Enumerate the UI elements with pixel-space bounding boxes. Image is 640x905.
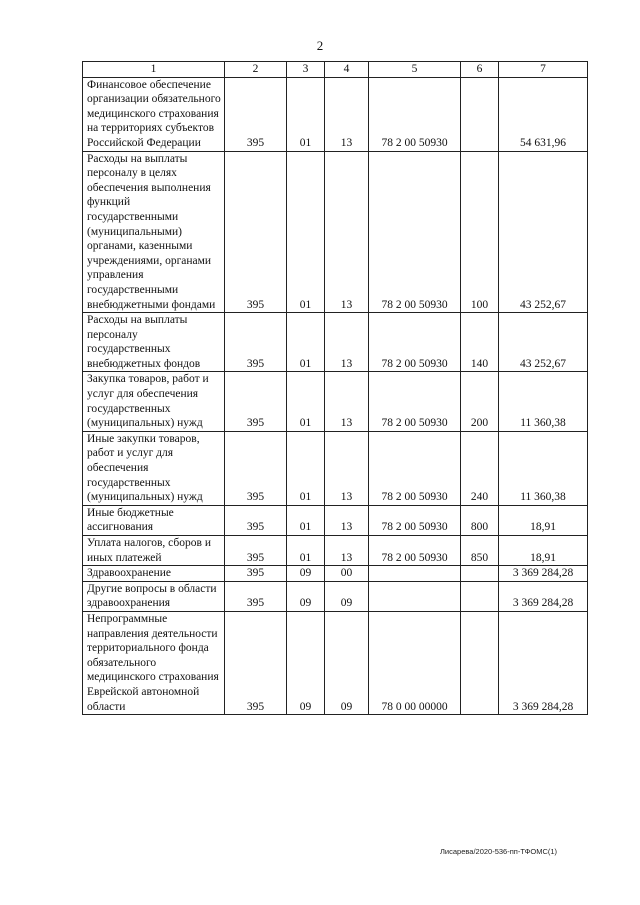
table-row <box>83 505 588 535</box>
cell-ministry: 395 <box>225 151 287 313</box>
cell-section: 01 <box>287 151 325 313</box>
table-row <box>83 566 588 582</box>
cell-target: 78 2 00 50930 <box>369 431 461 505</box>
header-cell: 1 <box>83 62 225 78</box>
cell-target <box>369 566 461 582</box>
cell-amount: 18,91 <box>499 536 588 566</box>
cell-ministry: 395 <box>225 505 287 535</box>
cell-subsection: 00 <box>325 566 369 582</box>
cell-section: 01 <box>287 77 325 151</box>
cell-target: 78 2 00 50930 <box>369 151 461 313</box>
cell-subsection: 13 <box>325 313 369 372</box>
cell-target: 78 2 00 50930 <box>369 536 461 566</box>
row-name: Расходы на выплаты персоналу в целях обеспечения выполнения функций государственными (муниципальными) органами, казенными учреждениями, органами управления государственными внебюджетными фондами <box>83 151 225 313</box>
row-name: Уплата налогов, сборов и иных платежей <box>83 536 225 566</box>
cell-section: 01 <box>287 431 325 505</box>
cell-subsection: 13 <box>325 77 369 151</box>
cell-expense-type <box>461 611 499 714</box>
cell-ministry: 395 <box>225 372 287 431</box>
budget-table <box>82 61 588 715</box>
cell-target: 78 2 00 50930 <box>369 505 461 535</box>
cell-amount: 43 252,67 <box>499 151 588 313</box>
cell-amount: 11 360,38 <box>499 431 588 505</box>
cell-target: 78 0 00 00000 <box>369 611 461 714</box>
cell-ministry: 395 <box>225 536 287 566</box>
row-name: Расходы на выплаты персоналу государственных внебюджетных фондов <box>83 313 225 372</box>
cell-subsection: 09 <box>325 581 369 611</box>
cell-amount: 11 360,38 <box>499 372 588 431</box>
cell-amount: 3 369 284,28 <box>499 611 588 714</box>
header-cell: 7 <box>499 62 588 78</box>
table-row <box>83 431 588 505</box>
cell-expense-type: 140 <box>461 313 499 372</box>
cell-section: 01 <box>287 313 325 372</box>
cell-subsection: 13 <box>325 431 369 505</box>
row-name: Иные бюджетные ассигнования <box>83 505 225 535</box>
header-cell: 5 <box>369 62 461 78</box>
cell-target: 78 2 00 50930 <box>369 77 461 151</box>
cell-amount: 3 369 284,28 <box>499 581 588 611</box>
document-footer-code: Лисарева/2020-536-пп-ТФОМС(1) <box>440 847 558 856</box>
cell-amount: 3 369 284,28 <box>499 566 588 582</box>
cell-subsection: 13 <box>325 536 369 566</box>
cell-section: 01 <box>287 536 325 566</box>
cell-expense-type: 100 <box>461 151 499 313</box>
cell-amount: 54 631,96 <box>499 77 588 151</box>
row-name: Другие вопросы в области здравоохранения <box>83 581 225 611</box>
table-row <box>83 77 588 151</box>
cell-section: 01 <box>287 505 325 535</box>
header-cell: 3 <box>287 62 325 78</box>
cell-target <box>369 581 461 611</box>
row-name: Здравоохранение <box>83 566 225 582</box>
row-name: Закупка товаров, работ и услуг для обеспечения государственных (муниципальных) нужд <box>83 372 225 431</box>
cell-expense-type <box>461 77 499 151</box>
cell-amount: 43 252,67 <box>499 313 588 372</box>
header-cell: 4 <box>325 62 369 78</box>
cell-ministry: 395 <box>225 611 287 714</box>
cell-section: 09 <box>287 611 325 714</box>
row-name: Иные закупки товаров, работ и услуг для обеспечения государственных (муниципальных) нужд <box>83 431 225 505</box>
header-cell: 6 <box>461 62 499 78</box>
cell-subsection: 13 <box>325 505 369 535</box>
header-row <box>83 62 588 78</box>
cell-ministry: 395 <box>225 77 287 151</box>
table-row <box>83 372 588 431</box>
cell-target: 78 2 00 50930 <box>369 313 461 372</box>
page-number: 2 <box>316 38 324 53</box>
cell-expense-type <box>461 566 499 582</box>
cell-section: 09 <box>287 566 325 582</box>
table-row <box>83 611 588 714</box>
table-row <box>83 151 588 313</box>
table-row <box>83 313 588 372</box>
cell-subsection: 13 <box>325 372 369 431</box>
cell-subsection: 13 <box>325 151 369 313</box>
row-name: Непрограммные направления деятельности территориального фонда обязательного медицинского страхования Еврейской автономной области <box>83 611 225 714</box>
cell-expense-type: 240 <box>461 431 499 505</box>
cell-ministry: 395 <box>225 566 287 582</box>
table-row <box>83 581 588 611</box>
table-row <box>83 536 588 566</box>
cell-section: 01 <box>287 372 325 431</box>
cell-target: 78 2 00 50930 <box>369 372 461 431</box>
cell-expense-type: 850 <box>461 536 499 566</box>
cell-ministry: 395 <box>225 581 287 611</box>
header-cell: 2 <box>225 62 287 78</box>
cell-amount: 18,91 <box>499 505 588 535</box>
row-name: Финансовое обеспечение организации обязательного медицинского страхования на территориях субъектов Российской Федерации <box>83 77 225 151</box>
cell-ministry: 395 <box>225 313 287 372</box>
cell-expense-type: 200 <box>461 372 499 431</box>
cell-subsection: 09 <box>325 611 369 714</box>
cell-expense-type <box>461 581 499 611</box>
cell-expense-type: 800 <box>461 505 499 535</box>
cell-ministry: 395 <box>225 431 287 505</box>
cell-section: 09 <box>287 581 325 611</box>
